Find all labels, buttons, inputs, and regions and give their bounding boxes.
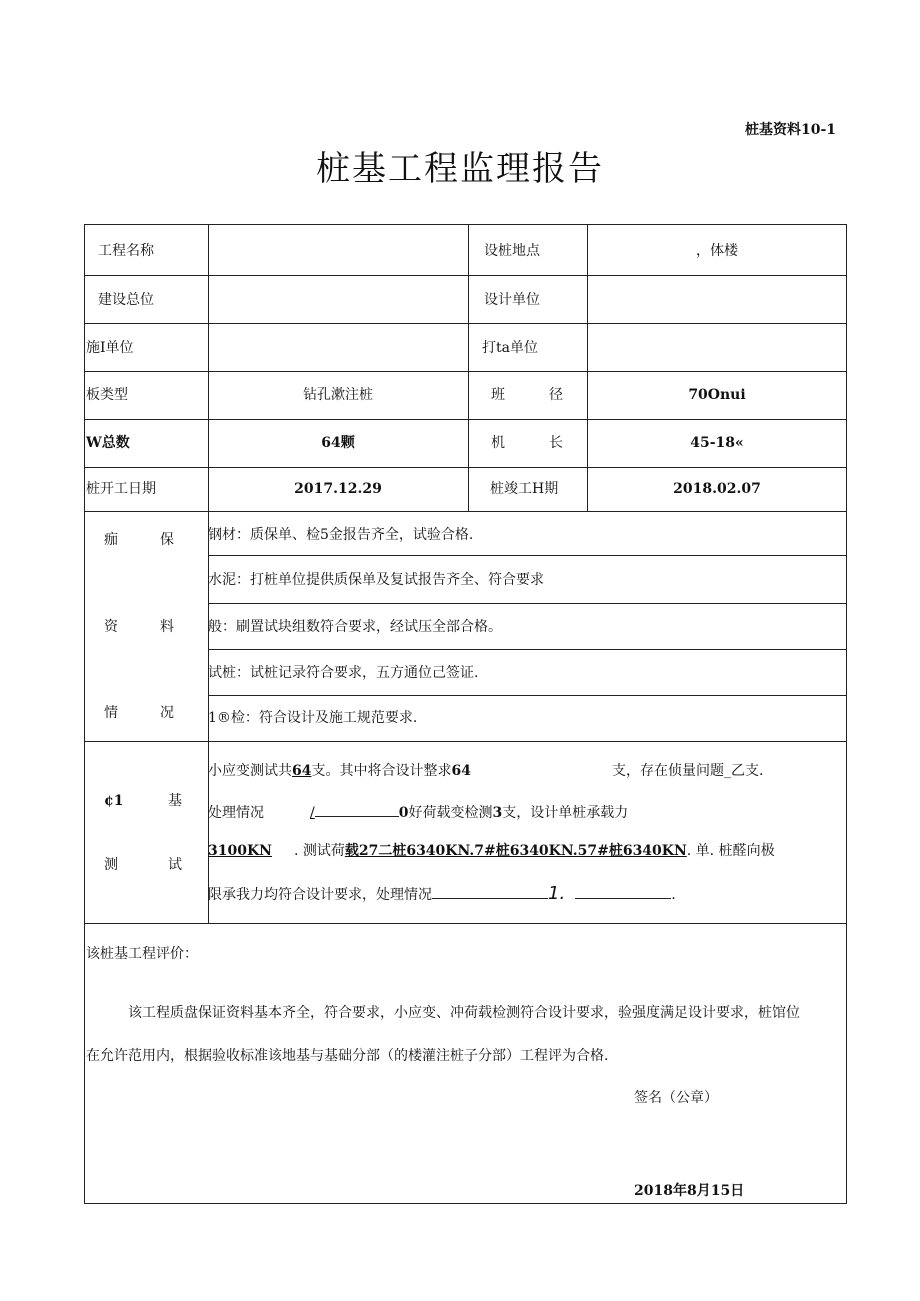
pile-count-value: 64颗 bbox=[321, 435, 355, 451]
materials-item: 水泥：打桩单位提供质保单及复试报告齐全、符合要求 bbox=[208, 572, 544, 588]
testing-count-ok: 64 bbox=[451, 763, 471, 779]
evaluation-date: 2018年8月15日 bbox=[634, 1183, 745, 1199]
testing-text: 处理情况 bbox=[208, 805, 264, 821]
materials-label-1a: 痂 bbox=[104, 532, 118, 548]
pile-type-label: 板类型 bbox=[86, 387, 128, 403]
materials-item: 试桩：试桩记录符合要求，五方通位己签证. bbox=[208, 665, 479, 681]
materials-label-2b: 料 bbox=[160, 619, 174, 635]
materials-label-2a: 资 bbox=[104, 619, 118, 635]
evaluation-heading: 该桩基工程评价： bbox=[86, 946, 198, 962]
testing-loads: 载27二桩6340KN.7#桩6340KN.57#桩6340KN bbox=[344, 843, 687, 859]
page-title: 桩基工程监理报告 bbox=[316, 149, 604, 189]
testing-label-2a: 测 bbox=[104, 857, 118, 873]
end-date-value: 2018.02.07 bbox=[673, 481, 761, 497]
testing-text: 支。其中将合设计整求 bbox=[311, 763, 452, 779]
constructor-label: 施I单位 bbox=[86, 340, 134, 356]
testing-label-1b: 基 bbox=[168, 793, 182, 809]
materials-item: 般：刷置试块组数符合要求，经试压全部合格。 bbox=[208, 619, 502, 635]
testing-count-dynamic: 0 bbox=[398, 805, 409, 821]
start-date-value: 2017.12.29 bbox=[294, 481, 382, 497]
evaluation-paragraph-1: 该工程质盘保证资料基本齐全，符合要求，小应变、冲荷载检测符合设计要求，验强度满足设计要求，桩馆位 bbox=[128, 1005, 800, 1021]
driver-label: 打ta单位 bbox=[482, 340, 538, 356]
testing-text: 好荷载变检测 bbox=[408, 805, 493, 821]
diameter-value: 70Onui bbox=[688, 387, 746, 403]
materials-label-3b: 况 bbox=[160, 705, 174, 721]
testing-text: . 单. 桩醛向极 bbox=[686, 843, 775, 859]
start-date-label: 桩开工日期 bbox=[86, 481, 156, 497]
testing-count-load: 3 bbox=[492, 805, 503, 821]
materials-item: 1®检：符合设计及施工规范要求. bbox=[208, 710, 418, 726]
materials-label-1b: 保 bbox=[160, 532, 174, 548]
testing-text: 小应变测试共 bbox=[208, 763, 292, 779]
testing-line-1-end: 支，存在侦量问题_乙支. bbox=[612, 763, 764, 779]
testing-label-2b: 试 bbox=[168, 857, 182, 873]
pile-location-label: 设桩地点 bbox=[484, 243, 540, 259]
project-name-label: 工程名称 bbox=[98, 243, 154, 259]
document-code: 桩基资料10-1 bbox=[745, 122, 837, 138]
testing-line-3 bbox=[208, 842, 775, 860]
testing-count-total: 64 bbox=[292, 763, 312, 779]
testing-line-4 bbox=[208, 884, 676, 904]
materials-label-3a: 情 bbox=[104, 705, 118, 721]
pile-location-value: ，体楼 bbox=[696, 243, 738, 259]
testing-label-1a: ¢1 bbox=[104, 793, 124, 809]
length-label-2: 长 bbox=[549, 435, 563, 451]
pile-count-label: W总数 bbox=[86, 435, 130, 451]
diameter-label-2: 径 bbox=[549, 387, 563, 403]
testing-text: 支，设计单桩承载力 bbox=[502, 805, 629, 821]
signature-label: 签名（公章） bbox=[634, 1090, 718, 1106]
testing-text: . 测试荷 bbox=[293, 843, 345, 859]
testing-text: 限承我力均符合设计要求，处理情况 bbox=[208, 887, 432, 903]
testing-line-2 bbox=[208, 802, 628, 822]
designer-label: 设计单位 bbox=[484, 292, 540, 308]
testing-capacity: 3100KN bbox=[208, 843, 272, 859]
pile-type-value: 钻孔漱注桩 bbox=[303, 387, 373, 403]
length-label-1: 机 bbox=[491, 435, 505, 451]
testing-handling: / bbox=[310, 805, 315, 821]
evaluation-paragraph-2: 在允许范用内，根据验收标准该地基与基础分部（的楼灌注桩子分部）工程评为合格. bbox=[86, 1048, 609, 1064]
length-value: 45-18« bbox=[690, 435, 744, 451]
testing-line-1 bbox=[208, 762, 471, 780]
end-date-label: 桩竣工H期 bbox=[490, 481, 559, 497]
testing-text: . bbox=[671, 887, 676, 903]
testing-handling-value: 1. bbox=[548, 883, 566, 904]
diameter-label-1: 班 bbox=[491, 387, 505, 403]
materials-item: 钢材：质保单、检5金报告齐全，试验合格. bbox=[208, 527, 474, 543]
builder-label: 建设总位 bbox=[98, 292, 154, 308]
